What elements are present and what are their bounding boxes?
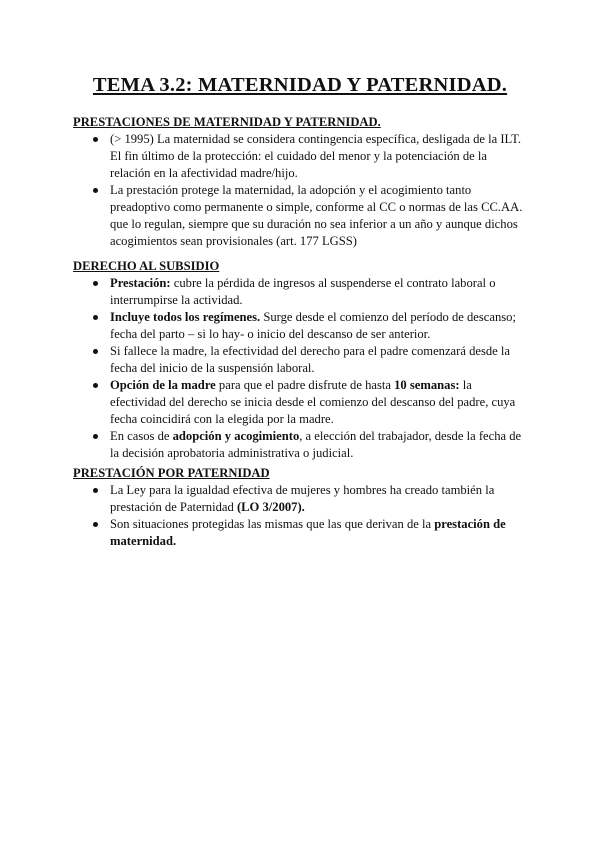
bold-text: Opción de la madre — [110, 378, 216, 392]
bold-text: adopción y acogimiento — [172, 429, 300, 443]
section-right-to-subsidy — [73, 258, 543, 462]
section-heading: PRESTACIONES DE MATERNIDAD Y PATERNIDAD. — [73, 115, 381, 129]
text: La prestación protege la maternidad, la adopción y el acogimiento tanto preadoptivo como permanente o simple, conforme al CC o normas de las CC.AA. que lo regulan, siempre que su duración no sea inferior a un año y aunque dichos acogimientos sean provisionales (art. 177 LGSS) — [110, 183, 523, 248]
list-item — [73, 131, 530, 182]
bold-text: prestación de maternidad. — [110, 517, 506, 548]
bullet-list — [73, 482, 543, 550]
bullet-list — [73, 131, 543, 250]
bullet-list — [73, 275, 543, 462]
bold-text: (LO 3/2007). — [236, 500, 305, 514]
text: para que el padre disfrute de hasta — [215, 378, 395, 392]
list-item — [73, 343, 530, 377]
section-heading: PRESTACIÓN POR PATERNIDAD — [73, 466, 270, 480]
list-item — [73, 182, 530, 250]
section-paternity-benefit — [73, 465, 543, 550]
list-item — [73, 428, 530, 462]
text: (> 1995) La maternidad se considera contingencia específica, desligada de la ILT. El fin último de la protección: el cuidado del menor y la potenciación de la relación en la afectividad madre/hijo. — [110, 132, 521, 180]
text: cubre la pérdida de ingresos al suspenderse el contrato laboral o interrumpirse la actividad. — [110, 276, 496, 307]
text: , a elección del trabajador, desde la fecha de la decisión aprobatoria administrativa o judicial. — [110, 429, 522, 460]
list-item — [73, 275, 530, 309]
list-item — [73, 516, 530, 550]
text: Si fallece la madre, la efectividad del derecho para el padre comenzará desde la fecha del inicio de la suspensión laboral. — [110, 344, 510, 375]
list-item — [73, 377, 530, 428]
text: La Ley para la igualdad efectiva de mujeres y hombres ha creado también la prestación de Paternidad — [110, 483, 495, 514]
bold-text: 10 semanas: — [394, 378, 460, 392]
text: Surge desde el comienzo del período de descanso; fecha del parto – si lo hay- o inicio del descanso de ser anterior. — [110, 310, 516, 341]
list-item — [73, 482, 530, 516]
text: En casos de — [110, 429, 173, 443]
list-item — [73, 309, 530, 343]
text: la efectividad del derecho se inicia desde el comienzo del descanso del padre, cuya fecha coincidirá con la elegida por la madre. — [110, 378, 516, 426]
text: Son situaciones protegidas las mismas que las que derivan de la — [110, 517, 435, 531]
bold-text: Prestación: — [110, 276, 171, 290]
bold-text: Incluye todos los regímenes. — [110, 310, 261, 324]
document-title: TEMA 3.2: MATERNIDAD Y PATERNIDAD. — [92, 74, 508, 96]
section-maternity-paternity-benefits — [73, 114, 543, 250]
section-heading: DERECHO AL SUBSIDIO — [73, 259, 220, 273]
